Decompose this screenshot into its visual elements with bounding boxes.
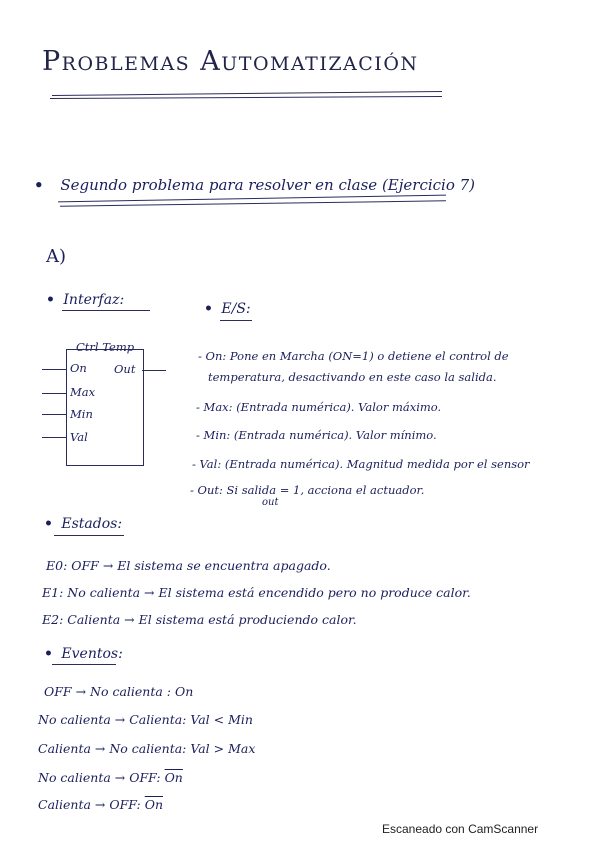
interfaz-heading-text: Interfaz: [63, 292, 125, 308]
estados-underline [54, 535, 124, 536]
estados-heading [44, 516, 122, 532]
eventos-underline [52, 664, 116, 665]
bullet: • [44, 646, 53, 662]
state-e1: E1: No calienta → El sistema está encendido pero no produce calor. [42, 585, 471, 600]
interfaz-underline [62, 310, 150, 311]
state-e0: E0: OFF → El sistema se encuentra apagado. [46, 558, 331, 573]
es-line-on: - On: Pone en Marcha (ON=1) o detiene el control de [198, 349, 509, 363]
bullet: • [44, 516, 53, 532]
event-line [44, 684, 193, 699]
event-text: No calienta → OFF: [38, 770, 165, 785]
bullet: • [204, 301, 213, 317]
es-line-min: - Min: (Entrada numérica). Valor mínimo. [196, 428, 437, 442]
pin-label-max: Max [70, 385, 96, 399]
es-line-out-subscript: out [262, 497, 279, 508]
es-heading [204, 301, 251, 317]
es-line-val: - Val: (Entrada numérica). Magnitud medida por el sensor [192, 457, 530, 471]
title-underline-2 [50, 96, 442, 99]
section-label: A) [46, 246, 67, 267]
output-line-out [142, 370, 166, 371]
event-negated: $\overline{On}$ [144, 797, 164, 812]
event-text: No calienta → Calienta: Val < Min [38, 712, 253, 727]
scanner-footer: Escaneado con CamScanner [382, 822, 539, 836]
eventos-heading [44, 646, 123, 662]
block-title: Ctrl Temp [76, 340, 135, 354]
bullet: • [46, 292, 55, 308]
event-negated: $\overline{On}$ [164, 770, 183, 785]
state-e2: E2: Calienta → El sistema está produciendo calor. [42, 612, 357, 627]
bullet: • [34, 176, 44, 194]
event-line [38, 712, 253, 727]
event-line [38, 797, 163, 812]
event-line [38, 770, 183, 785]
es-line-out: - Out: Si salida = 1, acciona el actuador. [190, 483, 425, 497]
event-line [38, 741, 255, 756]
subtitle-line [34, 176, 475, 194]
eventos-heading-text: Eventos: [61, 646, 123, 662]
input-line-val [42, 437, 66, 438]
interfaz-heading [46, 292, 124, 308]
pin-label-out: Out [114, 362, 136, 376]
pin-label-min: Min [70, 407, 93, 421]
pin-label-on: On [70, 361, 87, 375]
estados-heading-text: Estados: [61, 516, 123, 532]
event-text: Calienta → OFF: [38, 797, 145, 812]
input-line-max [42, 393, 66, 394]
event-text: OFF → No calienta : On [44, 684, 194, 699]
es-underline [220, 320, 252, 321]
title-underline [52, 91, 442, 96]
input-line-min [42, 414, 66, 415]
pin-label-val: Val [70, 430, 88, 444]
event-text: Calienta → No calienta: Val > Max [38, 741, 256, 756]
es-heading-text: E/S: [221, 301, 251, 317]
es-line-on-cont: temperatura, desactivando en este caso la salida. [208, 370, 497, 384]
es-line-max: - Max: (Entrada numérica). Valor máximo. [196, 400, 442, 414]
input-line-on [42, 369, 66, 370]
page-title: Problemas Automatización [42, 46, 419, 77]
subtitle-text: Segundo problema para resolver en clase (Ejercicio 7) [60, 176, 476, 194]
